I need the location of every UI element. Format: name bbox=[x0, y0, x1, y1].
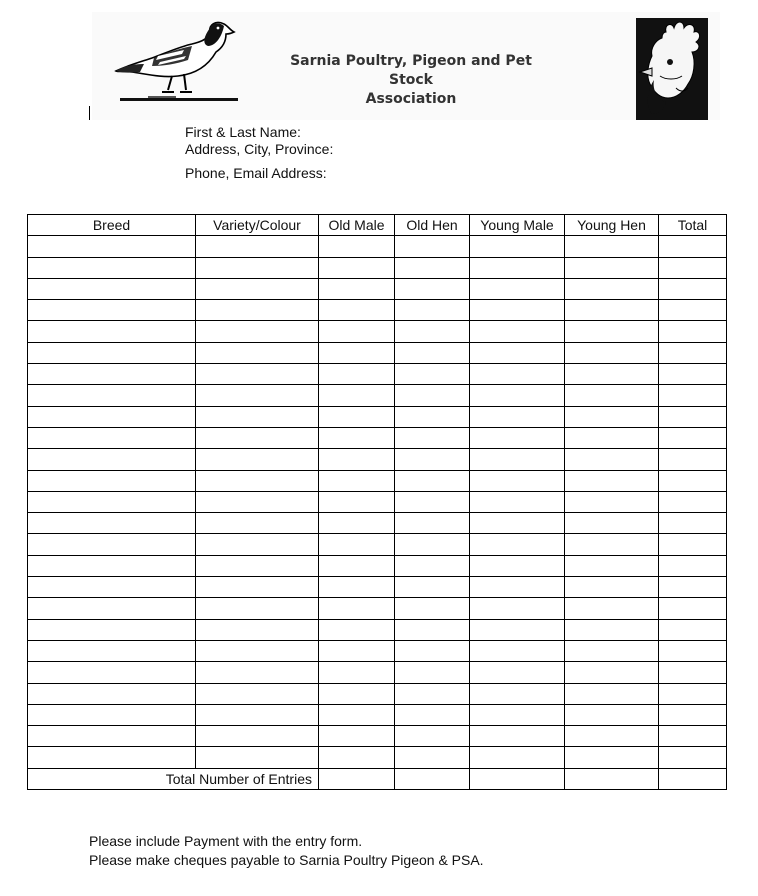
entry-cell-young-hen[interactable] bbox=[565, 321, 659, 342]
table-row bbox=[28, 598, 727, 619]
entry-cell-old-hen[interactable] bbox=[395, 726, 470, 747]
entry-cell-young-male[interactable] bbox=[470, 321, 565, 342]
entry-cell-breed[interactable] bbox=[28, 427, 196, 448]
entry-cell-young-hen[interactable] bbox=[565, 385, 659, 406]
entry-cell-variety-colour[interactable] bbox=[196, 321, 319, 342]
entry-cell-young-hen[interactable] bbox=[565, 577, 659, 598]
entry-cell-breed[interactable] bbox=[28, 406, 196, 427]
table-row bbox=[28, 364, 727, 385]
entry-cell-variety-colour[interactable] bbox=[196, 257, 319, 278]
entry-cell-total[interactable] bbox=[659, 427, 727, 448]
table-row bbox=[28, 704, 727, 725]
total-cell-total[interactable] bbox=[659, 768, 727, 789]
entry-cell-total[interactable] bbox=[659, 491, 727, 512]
entry-cell-total[interactable] bbox=[659, 342, 727, 363]
entry-cell-total[interactable] bbox=[659, 704, 727, 725]
table-row bbox=[28, 449, 727, 470]
entry-cell-old-male[interactable] bbox=[319, 342, 395, 363]
table-row bbox=[28, 470, 727, 491]
entry-cell-young-male[interactable] bbox=[470, 406, 565, 427]
entry-cell-variety-colour[interactable] bbox=[196, 534, 319, 555]
entry-table-body bbox=[28, 236, 727, 768]
table-row bbox=[28, 619, 727, 640]
entry-cell-old-hen[interactable] bbox=[395, 236, 470, 257]
entry-cell-old-male[interactable] bbox=[319, 704, 395, 725]
entry-cell-young-male[interactable] bbox=[470, 704, 565, 725]
entry-cell-young-hen[interactable] bbox=[565, 704, 659, 725]
table-row bbox=[28, 640, 727, 661]
entry-cell-old-male[interactable] bbox=[319, 683, 395, 704]
entry-cell-old-hen[interactable] bbox=[395, 747, 470, 768]
entry-cell-young-hen[interactable] bbox=[565, 491, 659, 512]
entry-cell-breed[interactable] bbox=[28, 747, 196, 768]
entry-cell-breed[interactable] bbox=[28, 534, 196, 555]
entry-cell-young-male[interactable] bbox=[470, 470, 565, 491]
entry-cell-total[interactable] bbox=[659, 598, 727, 619]
table-row bbox=[28, 555, 727, 576]
entry-cell-young-male[interactable] bbox=[470, 726, 565, 747]
entry-cell-young-hen[interactable] bbox=[565, 300, 659, 321]
entry-cell-young-male[interactable] bbox=[470, 534, 565, 555]
entry-cell-old-male[interactable] bbox=[319, 640, 395, 661]
column-header-old-hen: Old Hen bbox=[395, 215, 470, 236]
entry-cell-variety-colour[interactable] bbox=[196, 555, 319, 576]
entry-cell-breed[interactable] bbox=[28, 385, 196, 406]
entry-cell-breed[interactable] bbox=[28, 364, 196, 385]
entry-cell-old-hen[interactable] bbox=[395, 385, 470, 406]
entry-cell-variety-colour[interactable] bbox=[196, 449, 319, 470]
entry-cell-old-male[interactable] bbox=[319, 427, 395, 448]
entry-cell-young-male[interactable] bbox=[470, 449, 565, 470]
entry-cell-total[interactable] bbox=[659, 470, 727, 491]
entry-cell-breed[interactable] bbox=[28, 278, 196, 299]
entry-cell-young-hen[interactable] bbox=[565, 342, 659, 363]
entry-cell-old-male[interactable] bbox=[319, 513, 395, 534]
entry-cell-old-male[interactable] bbox=[319, 577, 395, 598]
entry-cell-young-male[interactable] bbox=[470, 236, 565, 257]
entry-cell-young-hen[interactable] bbox=[565, 683, 659, 704]
entry-cell-breed[interactable] bbox=[28, 300, 196, 321]
entry-cell-young-male[interactable] bbox=[470, 278, 565, 299]
total-entries-label: Total Number of Entries bbox=[28, 768, 319, 789]
table-row bbox=[28, 278, 727, 299]
entry-cell-old-hen[interactable] bbox=[395, 491, 470, 512]
entry-cell-young-hen[interactable] bbox=[565, 534, 659, 555]
entry-cell-variety-colour[interactable] bbox=[196, 491, 319, 512]
entry-cell-young-male[interactable] bbox=[470, 342, 565, 363]
entry-cell-breed[interactable] bbox=[28, 342, 196, 363]
entry-cell-total[interactable] bbox=[659, 662, 727, 683]
entry-cell-old-male[interactable] bbox=[319, 619, 395, 640]
entry-cell-old-hen[interactable] bbox=[395, 342, 470, 363]
column-header-breed: Breed bbox=[28, 215, 196, 236]
entry-cell-breed[interactable] bbox=[28, 619, 196, 640]
entry-cell-old-male[interactable] bbox=[319, 662, 395, 683]
entry-cell-young-hen[interactable] bbox=[565, 513, 659, 534]
entry-cell-breed[interactable] bbox=[28, 598, 196, 619]
entry-cell-variety-colour[interactable] bbox=[196, 300, 319, 321]
entry-cell-total[interactable] bbox=[659, 321, 727, 342]
phone-email-label: Phone, Email Address: bbox=[185, 165, 327, 181]
entry-cell-breed[interactable] bbox=[28, 640, 196, 661]
entry-cell-old-male[interactable] bbox=[319, 726, 395, 747]
entry-cell-total[interactable] bbox=[659, 534, 727, 555]
entry-cell-young-male[interactable] bbox=[470, 491, 565, 512]
entry-cell-variety-colour[interactable] bbox=[196, 278, 319, 299]
entry-cell-breed[interactable] bbox=[28, 726, 196, 747]
entry-cell-breed[interactable] bbox=[28, 662, 196, 683]
entry-cell-young-male[interactable] bbox=[470, 747, 565, 768]
entry-cell-total[interactable] bbox=[659, 300, 727, 321]
column-header-variety-colour: Variety/Colour bbox=[196, 215, 319, 236]
entry-cell-total[interactable] bbox=[659, 257, 727, 278]
entry-cell-variety-colour[interactable] bbox=[196, 342, 319, 363]
entry-cell-variety-colour[interactable] bbox=[196, 704, 319, 725]
total-cell-old-male[interactable] bbox=[319, 768, 395, 789]
entry-cell-variety-colour[interactable] bbox=[196, 662, 319, 683]
entry-cell-total[interactable] bbox=[659, 747, 727, 768]
entry-cell-total[interactable] bbox=[659, 577, 727, 598]
entry-cell-old-male[interactable] bbox=[319, 257, 395, 278]
entry-cell-variety-colour[interactable] bbox=[196, 385, 319, 406]
table-row bbox=[28, 236, 727, 257]
entry-cell-variety-colour[interactable] bbox=[196, 427, 319, 448]
table-row bbox=[28, 300, 727, 321]
entry-cell-variety-colour[interactable] bbox=[196, 577, 319, 598]
entry-cell-total[interactable] bbox=[659, 555, 727, 576]
first-last-name-label: First & Last Name: bbox=[185, 124, 301, 140]
entry-cell-total[interactable] bbox=[659, 619, 727, 640]
entry-cell-old-hen[interactable] bbox=[395, 555, 470, 576]
cheque-note: Please make cheques payable to Sarnia Poultry Pigeon & PSA. bbox=[89, 852, 484, 868]
entry-cell-young-male[interactable] bbox=[470, 385, 565, 406]
entry-cell-old-male[interactable] bbox=[319, 300, 395, 321]
entry-cell-breed[interactable] bbox=[28, 321, 196, 342]
entry-cell-breed[interactable] bbox=[28, 704, 196, 725]
entry-cell-old-hen[interactable] bbox=[395, 704, 470, 725]
entry-cell-young-hen[interactable] bbox=[565, 598, 659, 619]
entry-cell-variety-colour[interactable] bbox=[196, 640, 319, 661]
entry-cell-old-hen[interactable] bbox=[395, 534, 470, 555]
entry-cell-variety-colour[interactable] bbox=[196, 470, 319, 491]
entry-cell-total[interactable] bbox=[659, 726, 727, 747]
column-header-old-male: Old Male bbox=[319, 215, 395, 236]
entry-cell-young-male[interactable] bbox=[470, 364, 565, 385]
entry-cell-breed[interactable] bbox=[28, 491, 196, 512]
entry-cell-old-hen[interactable] bbox=[395, 640, 470, 661]
entry-cell-young-hen[interactable] bbox=[565, 662, 659, 683]
entry-cell-young-male[interactable] bbox=[470, 300, 565, 321]
entry-cell-variety-colour[interactable] bbox=[196, 406, 319, 427]
entry-cell-total[interactable] bbox=[659, 683, 727, 704]
entry-cell-young-male[interactable] bbox=[470, 619, 565, 640]
entry-cell-variety-colour[interactable] bbox=[196, 513, 319, 534]
entry-cell-young-hen[interactable] bbox=[565, 726, 659, 747]
entry-cell-young-hen[interactable] bbox=[565, 449, 659, 470]
entry-cell-young-hen[interactable] bbox=[565, 427, 659, 448]
organization-name-line1: Sarnia Poultry, Pigeon and Pet Stock bbox=[290, 53, 532, 88]
entry-cell-variety-colour[interactable] bbox=[196, 598, 319, 619]
column-header-young-male: Young Male bbox=[470, 215, 565, 236]
entry-cell-breed[interactable] bbox=[28, 470, 196, 491]
entry-cell-old-male[interactable] bbox=[319, 598, 395, 619]
table-row bbox=[28, 385, 727, 406]
entry-cell-young-hen[interactable] bbox=[565, 257, 659, 278]
table-row bbox=[28, 406, 727, 427]
entry-cell-variety-colour[interactable] bbox=[196, 236, 319, 257]
entry-cell-variety-colour[interactable] bbox=[196, 364, 319, 385]
entry-cell-old-hen[interactable] bbox=[395, 300, 470, 321]
entry-cell-old-hen[interactable] bbox=[395, 449, 470, 470]
table-header-row bbox=[28, 215, 727, 236]
entry-cell-young-male[interactable] bbox=[470, 427, 565, 448]
entry-cell-young-hen[interactable] bbox=[565, 640, 659, 661]
rooster-logo bbox=[636, 18, 708, 120]
entry-cell-breed[interactable] bbox=[28, 577, 196, 598]
entry-cell-young-male[interactable] bbox=[470, 577, 565, 598]
entry-cell-young-hen[interactable] bbox=[565, 364, 659, 385]
entry-cell-old-male[interactable] bbox=[319, 385, 395, 406]
entry-cell-breed[interactable] bbox=[28, 236, 196, 257]
entry-cell-old-male[interactable] bbox=[319, 534, 395, 555]
entry-cell-young-male[interactable] bbox=[470, 683, 565, 704]
entry-cell-total[interactable] bbox=[659, 385, 727, 406]
entry-cell-young-hen[interactable] bbox=[565, 555, 659, 576]
entry-cell-old-hen[interactable] bbox=[395, 406, 470, 427]
text-cursor bbox=[89, 106, 90, 120]
address-label: Address, City, Province: bbox=[185, 141, 334, 157]
total-cell-old-hen[interactable] bbox=[395, 768, 470, 789]
entry-cell-breed[interactable] bbox=[28, 555, 196, 576]
table-row bbox=[28, 683, 727, 704]
entry-cell-old-hen[interactable] bbox=[395, 513, 470, 534]
entry-cell-old-hen[interactable] bbox=[395, 683, 470, 704]
entry-cell-variety-colour[interactable] bbox=[196, 683, 319, 704]
entry-cell-old-male[interactable] bbox=[319, 364, 395, 385]
entry-cell-old-male[interactable] bbox=[319, 491, 395, 512]
entry-cell-young-hen[interactable] bbox=[565, 619, 659, 640]
table-row bbox=[28, 491, 727, 512]
table-row bbox=[28, 534, 727, 555]
entry-cell-old-male[interactable] bbox=[319, 555, 395, 576]
pigeon-logo bbox=[112, 16, 240, 108]
entry-cell-total[interactable] bbox=[659, 364, 727, 385]
entry-cell-variety-colour[interactable] bbox=[196, 619, 319, 640]
entry-cell-breed[interactable] bbox=[28, 513, 196, 534]
entry-cell-old-hen[interactable] bbox=[395, 598, 470, 619]
table-row bbox=[28, 321, 727, 342]
entry-cell-total[interactable] bbox=[659, 449, 727, 470]
entry-cell-young-hen[interactable] bbox=[565, 470, 659, 491]
entry-cell-breed[interactable] bbox=[28, 257, 196, 278]
table-row bbox=[28, 427, 727, 448]
entry-cell-old-hen[interactable] bbox=[395, 662, 470, 683]
entry-cell-total[interactable] bbox=[659, 640, 727, 661]
table-row bbox=[28, 726, 727, 747]
entry-cell-young-male[interactable] bbox=[470, 555, 565, 576]
entry-cell-breed[interactable] bbox=[28, 683, 196, 704]
total-cell-young-hen[interactable] bbox=[565, 768, 659, 789]
entry-cell-old-hen[interactable] bbox=[395, 427, 470, 448]
entry-cell-total[interactable] bbox=[659, 278, 727, 299]
entry-cell-young-hen[interactable] bbox=[565, 278, 659, 299]
organization-name bbox=[276, 52, 546, 109]
entry-cell-variety-colour[interactable] bbox=[196, 747, 319, 768]
total-cell-young-male[interactable] bbox=[470, 768, 565, 789]
entry-cell-old-hen[interactable] bbox=[395, 321, 470, 342]
table-row bbox=[28, 257, 727, 278]
entry-cell-young-male[interactable] bbox=[470, 257, 565, 278]
entry-cell-young-male[interactable] bbox=[470, 598, 565, 619]
table-row bbox=[28, 342, 727, 363]
table-row bbox=[28, 662, 727, 683]
entry-cell-young-male[interactable] bbox=[470, 640, 565, 661]
entry-cell-old-hen[interactable] bbox=[395, 470, 470, 491]
organization-name-line2: Association bbox=[365, 91, 457, 107]
entry-cell-old-male[interactable] bbox=[319, 747, 395, 768]
entry-cell-total[interactable] bbox=[659, 236, 727, 257]
entry-cell-total[interactable] bbox=[659, 513, 727, 534]
total-entries-row bbox=[28, 768, 727, 789]
entry-table bbox=[27, 214, 727, 790]
entry-cell-old-male[interactable] bbox=[319, 470, 395, 491]
entry-cell-old-male[interactable] bbox=[319, 406, 395, 427]
entry-cell-old-male[interactable] bbox=[319, 236, 395, 257]
entry-cell-total[interactable] bbox=[659, 406, 727, 427]
entry-cell-breed[interactable] bbox=[28, 449, 196, 470]
column-header-total: Total bbox=[659, 215, 727, 236]
entry-cell-young-male[interactable] bbox=[470, 662, 565, 683]
entry-cell-old-male[interactable] bbox=[319, 449, 395, 470]
entry-cell-old-hen[interactable] bbox=[395, 619, 470, 640]
entry-cell-variety-colour[interactable] bbox=[196, 726, 319, 747]
entry-cell-young-hen[interactable] bbox=[565, 406, 659, 427]
entry-cell-old-male[interactable] bbox=[319, 278, 395, 299]
entry-cell-young-hen[interactable] bbox=[565, 236, 659, 257]
table-row bbox=[28, 747, 727, 768]
entry-cell-old-hen[interactable] bbox=[395, 577, 470, 598]
table-row bbox=[28, 513, 727, 534]
entry-cell-old-hen[interactable] bbox=[395, 278, 470, 299]
payment-note: Please include Payment with the entry form. bbox=[89, 833, 363, 849]
entry-cell-old-hen[interactable] bbox=[395, 257, 470, 278]
entry-cell-young-male[interactable] bbox=[470, 513, 565, 534]
table-row bbox=[28, 577, 727, 598]
entry-cell-old-male[interactable] bbox=[319, 321, 395, 342]
entry-cell-old-hen[interactable] bbox=[395, 364, 470, 385]
entry-cell-young-hen[interactable] bbox=[565, 747, 659, 768]
column-header-young-hen: Young Hen bbox=[565, 215, 659, 236]
